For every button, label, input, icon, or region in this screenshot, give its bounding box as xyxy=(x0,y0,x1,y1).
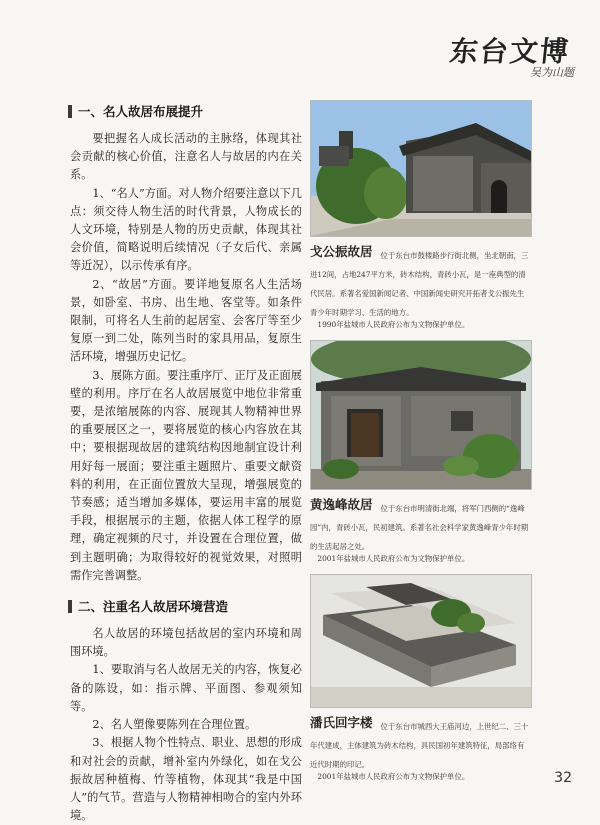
caption-title: 黄逸峰故居 xyxy=(310,497,373,512)
section1-paragraph: 1、“名人”方面。对人物介绍要注意以下几点：须交待人物生活的时代背景，人物成长的人文环境，特别是人物的历史贡献，体现其社会价值，简略说明后续情况（子女后代、亲属等近况），以示传承有序。 xyxy=(70,186,302,273)
right-column xyxy=(310,100,530,782)
photo-huang-yifeng-residence xyxy=(310,340,532,490)
caption-2 xyxy=(310,496,530,564)
heading-bar-icon xyxy=(68,105,72,118)
section2-paragraph: 3、根据人物个性特点、职业、思想的形成和对社会的贡献，增补室内外绿化，如在戈公振故居种植梅、竹等植物，体现其“我是中国人”的气节。营造与人物精神相吻合的室内外环境。 xyxy=(70,736,302,823)
section2-paragraph: 2、名人塑像要陈列在合理位置。 xyxy=(92,718,257,732)
caption-description: 位于东台市城西大王庙河边，上世纪二、三十年代建成，主体建筑为砖木结构，具民国初年建筑特征，局部络有近代时期的印记。 xyxy=(310,722,529,769)
caption-note: 1990年盐城市人民政府公布为文物保护单位。 xyxy=(317,320,470,329)
section2-paragraph: 1、要取消与名人故居无关的内容，恢复必备的陈设，如：指示牌、平面图、参观须知等。 xyxy=(70,663,302,713)
page-number: 32 xyxy=(554,770,572,786)
heading-bar-icon xyxy=(68,600,72,613)
caption-description: 位于东台市明清街北端，将军门西侧的“逸峰园”内，青砖小瓦，民初建筑。系著名社会科学家黄逸峰青少年时期的生活起居之处。 xyxy=(310,504,529,551)
section-heading-2-text: 二、注重名人故居环境营造 xyxy=(78,599,229,615)
caption-title: 潘氏回字楼 xyxy=(310,715,373,730)
left-column xyxy=(70,102,302,825)
caption-3 xyxy=(310,714,530,782)
brand-title: 东台文博 xyxy=(448,35,572,68)
caption-note: 2001年盐城市人民政府公布为文物保护单位。 xyxy=(317,772,470,781)
section2-paragraph: 名人故居的环境包括故居的室内环境和周围环境。 xyxy=(70,627,302,659)
brand-signature: 吴为山题 xyxy=(530,66,574,79)
section1-paragraph: 2、“故居”方面。要详地复原名人生活场景，如卧室、书房、出生地、客堂等。如条件限制，可将名人生前的起居室、会客厅等至少复原一到二处，陈列当时的家具用品，复原生活环境，增强历史记忆。 xyxy=(70,277,302,364)
caption-title: 戈公振故居 xyxy=(310,244,373,259)
section1-paragraph: 要把握名人成长活动的主脉络，体现其社会贡献的核心价值，注意名人与故居的内在关系。 xyxy=(70,132,302,182)
section-heading-1 xyxy=(68,102,302,120)
section1-paragraph: 3、展陈方面。要注重序厅、正厅及正面展壁的利用。序厅在名人故居展览中地位非常重要，是浓缩展陈的内容、展现其人物精神世界的重要展区之一，要将展览的核心内容放在其中；要根据现故居的建筑结构因地制宜设计利用好每一展面；要注重主题照片、重要文献资料的利用，在正面位置放大呈现，增强展览的节奏感；适当增加多媒体，要运用丰富的展览手段，根据展示的主题，依据人体工程学的原理，确定视频的尺寸，并设置在合理位置，做到主题明确；为取得较好的视觉效果，对照明需作完善调整。 xyxy=(70,368,302,582)
section-heading-2 xyxy=(68,597,302,615)
photo-ge-gongzhen-residence xyxy=(310,100,532,237)
caption-1 xyxy=(310,243,530,330)
caption-description: 位于东台市鼓楼路步行街北侧，坐北朝南，三进12间，占地247平方米，砖木结构，青砖小瓦，是一座典型的清代民居。系著名爱国新闻记者、中国新闻史研究开拓者戈公振先生青少年时期学习、生活的地方。 xyxy=(310,251,529,317)
caption-note: 2001年盐城市人民政府公布为文物保护单位。 xyxy=(317,554,470,563)
photo-pan-family-building xyxy=(310,574,532,708)
section-heading-1-text: 一、名人故居布展提升 xyxy=(78,104,204,119)
